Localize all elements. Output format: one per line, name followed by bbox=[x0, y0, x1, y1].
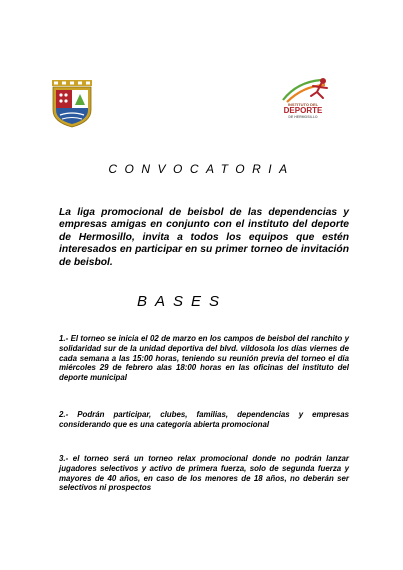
rule-item-1: 1.- El torneo se inicia el 02 de marzo en los campos de beisbol del ranchito y solidaridad sur de la unidad deportiva del blvd. vildosola los días viernes de cada semana a las 15:00 horas, teniendo su reunión previa del torneo el día miércoles 29 de febrero alas 18:00 horas en las oficinas del instituto del deporte municipal bbox=[59, 334, 349, 382]
logo-text-line1: INSTITUTO DEL bbox=[287, 102, 319, 107]
rule-item-2: 2.- Podrán participar, clubes, familias, dependencias y empresas considerando que es una categoría abierta promocional bbox=[59, 410, 349, 429]
instituto-deporte-logo bbox=[277, 76, 349, 126]
bases-heading: BASES bbox=[137, 293, 228, 310]
coat-of-arms-logo bbox=[50, 80, 94, 128]
rule-item-3: 3.- el torneo será un torneo relax promocional donde no podrán lanzar jugadores selectivos y activo de primera fuerza, solo de segunda fuerza y mayores de 40 años, en caso de los menores de 18 años, no deberán ser selectivos ni prospectos bbox=[59, 454, 349, 493]
intro-paragraph: La liga promocional de beisbol de las dependencias y empresas amigas en conjunto con el instituto del deporte de Hermosillo, invita a todos los equipos que estén interesados en participar en su primer torneo de invitación de beisbol. bbox=[59, 207, 349, 268]
document-title: CONVOCATORIA bbox=[108, 162, 295, 176]
logo-text-line3: DE HERMOSILLO bbox=[288, 115, 318, 119]
logo-text-line2: DEPORTE bbox=[283, 106, 323, 115]
